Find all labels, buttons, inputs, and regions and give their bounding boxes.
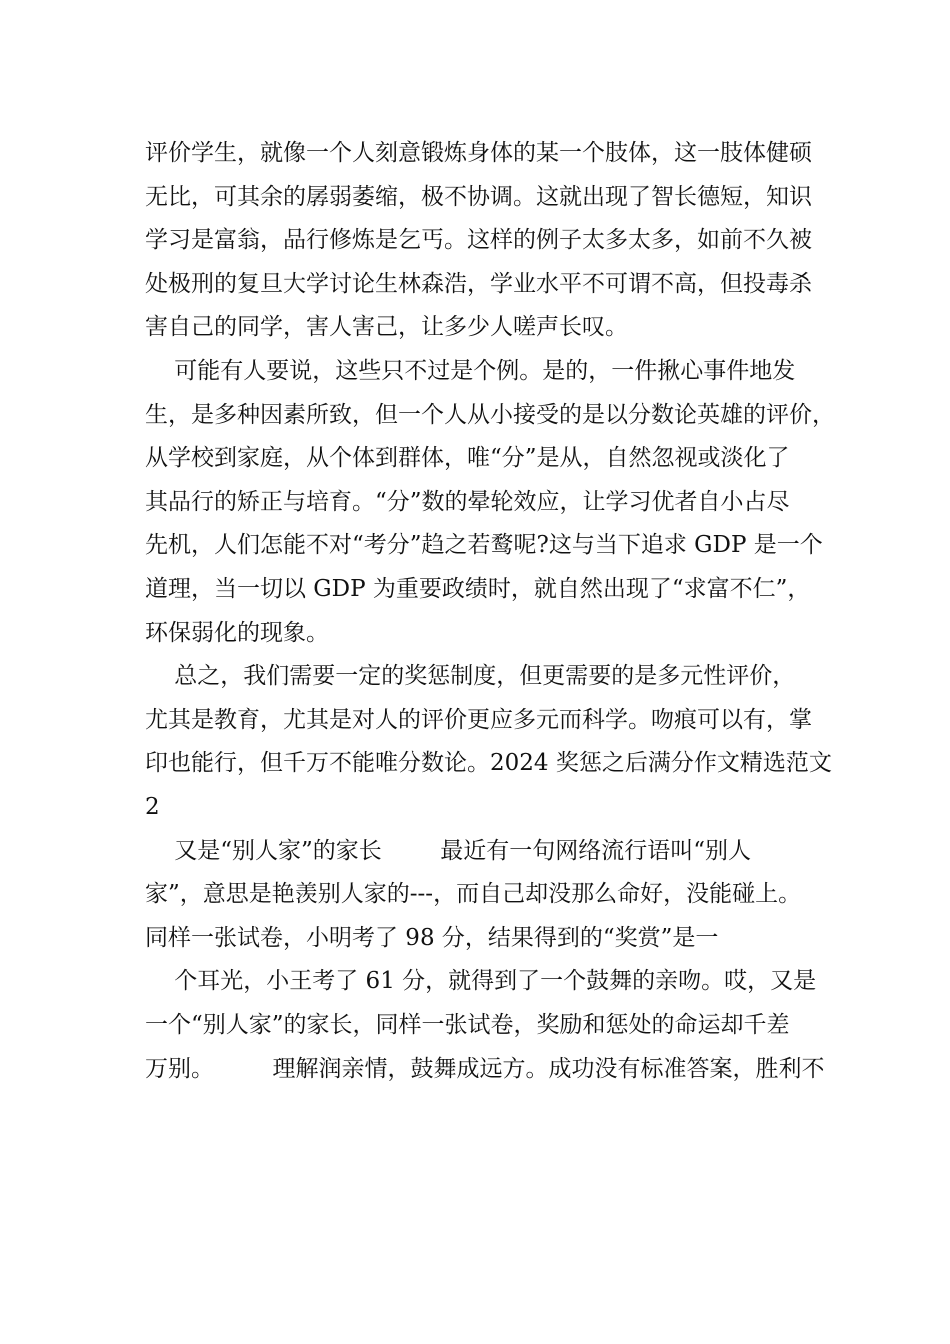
text-line: 家”，意思是艳羡别人家的---，而自己却没那么命好，没能碰上。	[145, 881, 802, 907]
text-line: 处极刑的复旦大学讨论生林森浩，学业水平不可谓不高，但投毒杀	[145, 271, 812, 297]
text-line: 总之，我们需要一定的奖惩制度，但更需要的是多元性评价，	[145, 663, 796, 689]
text-line: 害自己的同学，害人害己，让多少人嗟声长叹。	[145, 314, 628, 340]
text-line: 2	[145, 794, 160, 820]
text-line: 道理，当一切以 GDP 为重要政绩时，就自然出现了“求富不仁”，	[145, 576, 811, 602]
text-line: 先机，人们怎能不对“考分”趋之若鹜呢?这与当下追求 GDP 是一个	[145, 532, 823, 558]
text-line: 从学校到家庭，从个体到群体，唯“分”是从，自然忽视或淡化了	[145, 445, 790, 471]
text-line: 可能有人要说，这些只不过是个例。是的，一件揪心事件地发	[145, 358, 796, 384]
text-line: 评价学生，就像一个人刻意锻炼身体的某一个肢体，这一肢体健硕	[145, 140, 812, 166]
text-line: 印也能行，但千万不能唯分数论。2024 奖惩之后满分作文精选范文	[145, 750, 832, 776]
text-line: 同样一张试卷，小明考了 98 分，结果得到的“奖赏”是一	[145, 925, 719, 951]
text-line: 环保弱化的现象。	[145, 620, 329, 646]
text-line: 学习是富翁，品行修炼是乞丐。这样的例子太多太多，如前不久被	[145, 227, 812, 253]
text-line: 又是“别人家”的家长 最近有一句网络流行语叫“别人	[145, 838, 752, 864]
text-line: 其品行的矫正与培育。“分”数的晕轮效应，让学习优者自小占尽	[145, 489, 790, 515]
text-line: 生，是多种因素所致，但一个人从小接受的是以分数论英雄的评价，	[145, 402, 835, 428]
text-line: 尤其是教育，尤其是对人的评价更应多元而科学。吻痕可以有，掌	[145, 707, 812, 733]
text-line: 个耳光，小王考了 61 分，就得到了一个鼓舞的亲吻。哎，又是	[145, 968, 817, 994]
text-line: 万别。 理解润亲情，鼓舞成远方。成功没有标准答案，胜利不	[145, 1056, 825, 1082]
text-line: 无比，可其余的孱弱萎缩，极不协调。这就出现了智长德短，知识	[145, 184, 812, 210]
text-line: 一个“别人家”的家长，同样一张试卷，奖励和惩处的命运却千差	[145, 1012, 790, 1038]
